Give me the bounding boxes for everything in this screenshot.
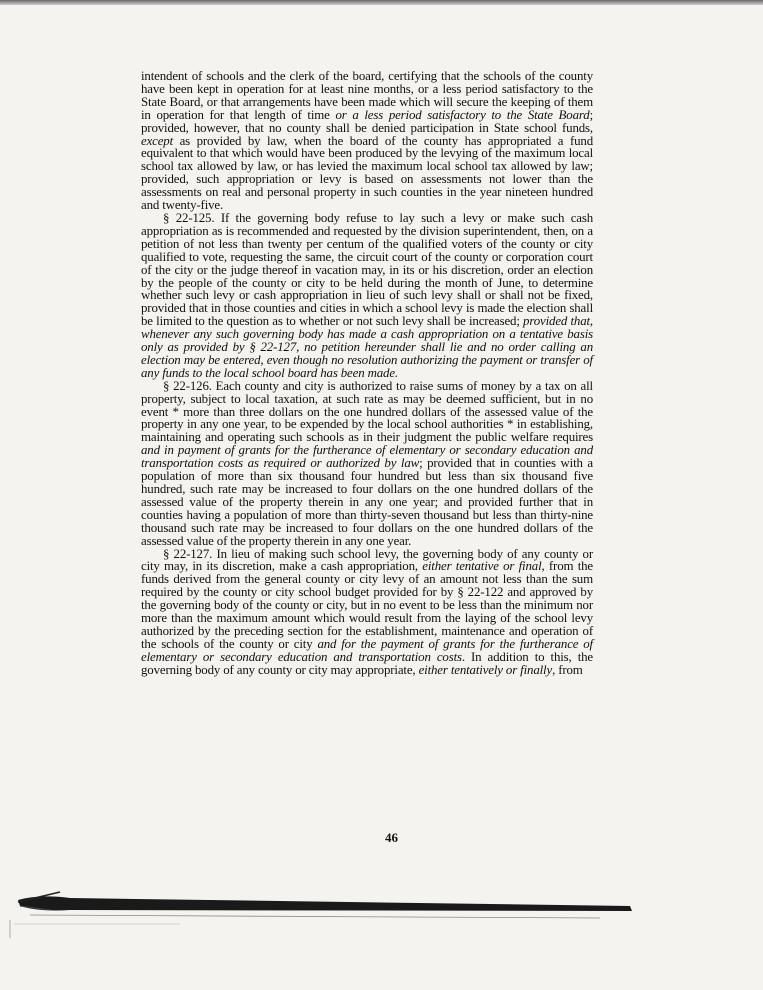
text-run: as provided by law, when the board of the county has appropriated a fund equivalent to that which would have been produced by the levying of the maximum local school tax allowed by law, or has levied the maximum local school tax allowed by law; provided, such appropriation or levy is based on assessments not lower than the assessments on real and personal property in such counties in the year nineteen hundred and twenty-five. — [141, 133, 593, 213]
text-run: ; provided that in counties with a population of more than six thousand four hundred but less than six thousand five hundred, such rate may be increased to four dollars on the one hundred dollars of the assessed value of the property therein in any one year; and provided further that in counties having a population of more than thirty-seven thousand but less than thirty-nine thousand such rate may be increased to four dollars on the one hundred dollars of the assessed value of the property therein in any one year. — [141, 456, 594, 548]
text-run: , from — [552, 662, 583, 677]
italic-text: except — [141, 133, 174, 148]
text-run: ; provided, however, that no county shall be denied participation in State school funds, — [141, 107, 593, 135]
text-run: . In addition to this, the governing body of any county or city may appropriate, — [141, 649, 593, 677]
text-run: § 22-125. If the governing body refuse to lay such a levy or make such cash appropriation as is recommended and requested by the division superintendent, then, on a petition of not less than twenty per centum of the qualified voters of the county or city qualified to vote, requesting the same, the circuit court of the county or corporation court of the city or the judge thereof in vacation may, in its or his discretion, order an election by the people of the county or city to be held during the month of June, to determine whether such levy or cash appropriation in lieu of such levy shall or shall not be fixed, provided that in those counties and cities in which a school levy is made the election shall be limited to the question as to whether or not such levy shall be increased; — [141, 210, 593, 329]
paragraph — [141, 70, 593, 212]
italic-text: either tentatively or finally — [418, 662, 553, 677]
page-number: 46 — [385, 830, 398, 845]
text-run: , from the funds derived from the general county or city levy of an amount not less than the sum required by the county or city school budget provided for by § 22-122 and approved by the governing body of the county or city, but in no event to be less than the minimum nor more than the maximum amount which would result from the laying of the school levy authorized by the preceding section for the establishment, maintenance and operation of the schools of the county or city — [141, 559, 593, 651]
italic-text: either tentative or final — [422, 559, 542, 574]
binding-shadow — [0, 880, 763, 940]
document-body — [141, 70, 593, 677]
italic-text: or a less period satisfactory to the State Board — [335, 107, 590, 122]
paragraph — [141, 380, 593, 548]
italic-text: provided that, whenever any such governing body has made a cash appropriation on a tentative basis only as provided by § 22-127, no petition hereunder shall lie and no order calling an election may be entered, even though no resolution authorizing the payment or transfer of any funds to the local school board has been made. — [141, 314, 594, 380]
text-run: § 22-126. Each county and city is authorized to raise sums of money by a tax on all property, subject to local taxation, at such rate as may be deemed sufficient, but in no event * more than three dollars on the one hundred dollars of the assessed value of the property in any one year, to be expended by the local school authorities * in establishing, maintaining and operating such schools as in their judgment the public welfare requires — [141, 378, 593, 445]
text-run: § 22-127. In lieu of making such school levy, the governing body of any county or city may, in its discretion, make a cash appropriation, — [141, 546, 593, 574]
text-run: intendent of schools and the clerk of the board, certifying that the schools of the county have been kept in operation for at least nine months, or a less period satisfactory to the State Board, or that arrangements have been made which will secure the keeping of them in operation for that length of time — [141, 69, 593, 122]
paragraph — [141, 548, 593, 677]
italic-text: and in payment of grants for the furtherance of elementary or secondary education and transportation costs as required or authorized by law — [141, 443, 593, 471]
paragraph — [141, 212, 593, 380]
scan-top-edge — [0, 0, 763, 5]
italic-text: and for the payment of grants for the furtherance of elementary or secondary education and transportation costs — [141, 636, 593, 664]
